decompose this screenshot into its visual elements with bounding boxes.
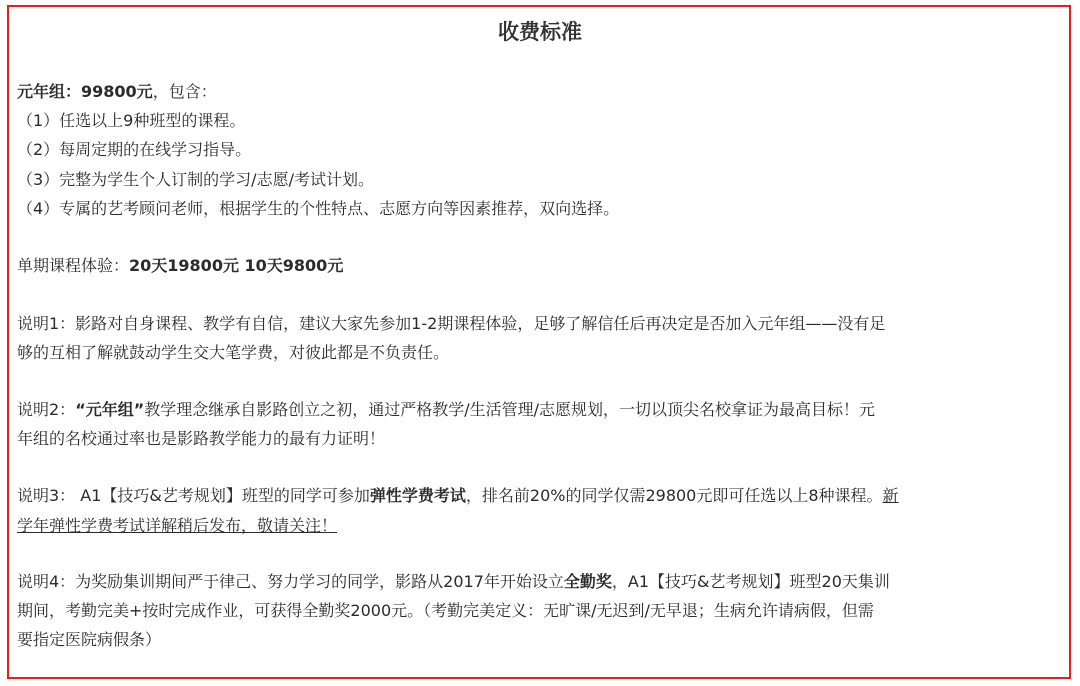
note4-rest: ，A1【技巧&艺考规划】班型20天集训 xyxy=(611,572,890,591)
annual-item-2: （2）每周定期的在线学习指导。 xyxy=(17,140,252,159)
note4-bold: 全勤奖 xyxy=(563,572,612,591)
annual-item-3: （3）完整为学生个人订制的学习/志愿/考试计划。 xyxy=(17,170,374,189)
single-term-label: 单期课程体验： xyxy=(17,256,130,275)
note2-rest: 教学理念继承自影路创立之初，通过严格教学/生活管理/志愿规划，一切以顶尖名校拿证为最高目标！元 xyxy=(144,400,876,419)
note2-bold: “元年组” xyxy=(75,400,145,419)
annual-suffix: ，包含： xyxy=(152,82,217,101)
note4-line2: 期间，考勤完美+按时完成作业，可获得全勤奖2000元。（考勤完美定义：无旷课/无迟到/无早退；生病允许请病假，但需 xyxy=(17,601,874,620)
note3-underline-start: 新 xyxy=(882,486,899,505)
note3-mid: ，排名前20%的同学仅需29800元即可任选以上8种课程。 xyxy=(465,486,883,505)
note3-line2: 学年弹性学费考试详解稍后发布，敬请关注！ xyxy=(17,516,338,535)
single-term-price: 20天19800元 10天9800元 xyxy=(129,256,344,275)
note2-line1 xyxy=(17,400,875,420)
note2-prefix: 说明2： xyxy=(17,400,76,419)
note2-line2: 年组的名校通过率也是影路教学能力的最有力证明！ xyxy=(17,429,386,448)
note3-bold: 弹性学费考试 xyxy=(369,486,466,505)
annual-item-1: （1）任选以上9种班型的课程。 xyxy=(17,111,246,130)
single-term-line xyxy=(17,256,343,276)
note3-line1 xyxy=(17,486,899,506)
note4-line1 xyxy=(17,572,890,592)
annual-label: 元年组： xyxy=(17,82,82,101)
note3-prefix: 说明3： A1【技巧&艺考规划】班型的同学可参加 xyxy=(17,486,370,505)
annual-price: 99800元 xyxy=(81,82,153,101)
note1-line1: 说明1：影路对自身课程、教学有自信，建议大家先参加1-2期课程体验，足够了解信任后再决定是否加入元年组——没有足 xyxy=(17,314,886,333)
page-title: 收费标准 xyxy=(498,20,582,44)
annual-item-4: （4）专属的艺考顾问老师，根据学生的个性特点、志愿方向等因素推荐，双向选择。 xyxy=(17,199,620,218)
annual-heading xyxy=(17,82,217,102)
note1-line2: 够的互相了解就鼓动学生交大笔学费，对彼此都是不负责任。 xyxy=(17,343,450,362)
note4-line3: 要指定医院病假条） xyxy=(17,630,162,649)
note4-prefix: 说明4：为奖励集训期间严于律己、努力学习的同学，影路从2017年开始设立 xyxy=(17,572,564,591)
